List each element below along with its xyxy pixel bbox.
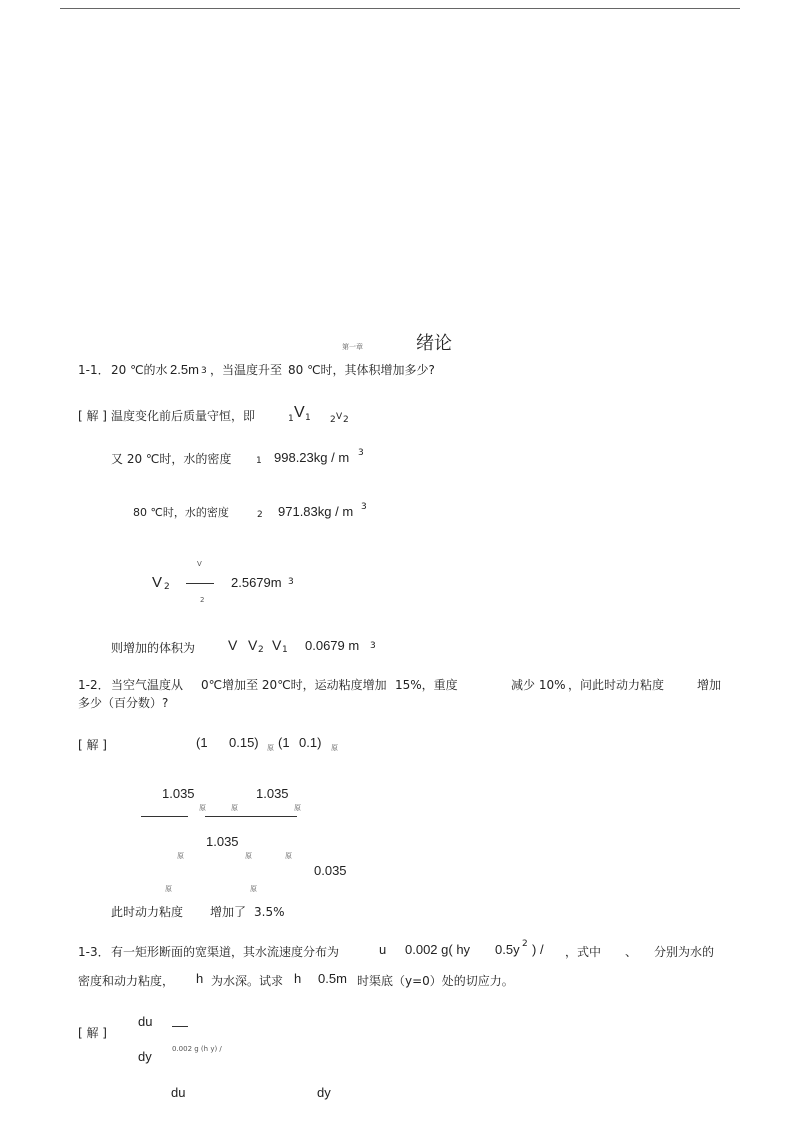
- problem-text: 为水深。试求: [211, 974, 284, 988]
- volume-exponent: 3: [201, 366, 207, 376]
- formula-sub: 原: [231, 804, 238, 812]
- problem-text: 多少（百分数）?: [78, 696, 169, 710]
- derivative-du: du: [171, 1085, 186, 1100]
- solution-label: [ 解 ]: [78, 738, 107, 752]
- solution-label: [ 解 ]: [78, 1026, 107, 1040]
- volume-result: 2.5679m: [231, 575, 282, 590]
- density-value: 971.83kg / m: [278, 504, 354, 519]
- formula-symbol: u: [379, 942, 387, 957]
- formula-sub: 2: [343, 415, 349, 425]
- volume-exponent: 3: [288, 577, 294, 587]
- formula-exponent: 2: [522, 939, 528, 949]
- problem-number: 1-3．: [78, 945, 110, 959]
- formula-term: 0.1): [299, 735, 322, 750]
- chapter-prefix: 第一章: [342, 343, 363, 351]
- viscosity-increase: 3.5%: [254, 905, 285, 919]
- problem-text: 时渠底（y=0）处的切应力。: [357, 974, 514, 988]
- solution-text: 此时动力粘度: [111, 905, 184, 919]
- formula-sub: 原: [250, 885, 257, 893]
- solution-text: 温度变化前后质量守恒，即: [111, 409, 256, 423]
- derivative-expression: 0.002 g (h y) /: [172, 1045, 222, 1053]
- problem-text: 有一矩形断面的宽渠道，其水流速度分布为: [111, 945, 340, 959]
- problem-number: 1-2．: [78, 678, 110, 692]
- volume-increase: 0.0679 m: [305, 638, 360, 653]
- derivative-numerator: du: [138, 1014, 153, 1029]
- depth-value: 0.5m: [318, 971, 347, 986]
- formula-sub: 原: [267, 744, 274, 752]
- formula-term: (1: [196, 735, 208, 750]
- solution-text: 80 ℃时，水的密度: [133, 506, 229, 519]
- top-rule: [60, 8, 740, 9]
- derivative-denominator: dy: [138, 1049, 152, 1064]
- fraction-bottom: 2: [200, 596, 205, 604]
- density-exponent: 3: [361, 502, 367, 512]
- formula-symbol: V: [152, 574, 163, 591]
- formula-symbol: V: [272, 637, 282, 653]
- formula-sub: 原: [285, 852, 292, 860]
- problem-text: ，式中: [565, 945, 602, 959]
- formula-symbol: V: [248, 637, 258, 653]
- fraction-numerator: 1.035: [256, 786, 289, 801]
- problem-text: 0℃增加至 20℃时，运动粘度增加: [201, 678, 387, 692]
- volume-exponent: 3: [370, 641, 376, 651]
- formula-symbol: h: [294, 971, 302, 986]
- formula-term: 0.002 g( hy: [405, 942, 471, 957]
- formula-sub: 原: [165, 885, 172, 893]
- fraction-top: V: [197, 560, 202, 568]
- problem-text: 密度和动力粘度，: [78, 974, 175, 988]
- fraction-bar: [141, 816, 188, 817]
- formula-term: 0.15): [229, 735, 259, 750]
- formula-sub: 原: [177, 852, 184, 860]
- problem-text: 、: [625, 945, 638, 959]
- formula-sub: 2: [330, 415, 336, 425]
- formula-symbol: V: [336, 412, 343, 422]
- formula-sub: 原: [199, 804, 206, 812]
- problem-text: ，当温度升至: [210, 363, 283, 377]
- solution-text: 则增加的体积为: [111, 641, 196, 655]
- formula-term: ) /: [532, 942, 544, 957]
- problem-text: 分别为水的: [654, 945, 715, 959]
- density-exponent: 3: [358, 448, 364, 458]
- problem-text: 15%，重度: [395, 678, 458, 692]
- formula-sub: 1: [256, 456, 262, 466]
- density-value: 998.23kg / m: [274, 450, 350, 465]
- volume-value: 2.5m: [170, 362, 199, 377]
- formula-sub: 1: [288, 414, 294, 424]
- problem-text: 当空气温度从: [111, 678, 184, 692]
- fraction-bar: [172, 1026, 188, 1027]
- formula-sub: 1: [305, 413, 311, 423]
- problem-text: 80 ℃时，其体积增加多少?: [288, 363, 435, 377]
- formula-symbol: h: [196, 971, 204, 986]
- formula-sub: 原: [294, 804, 301, 812]
- formula-symbol: V: [228, 637, 238, 653]
- formula-sub: 原: [245, 852, 252, 860]
- fraction-bar: [186, 583, 214, 584]
- formula-sub: 2: [257, 510, 263, 520]
- formula-symbol: V: [294, 404, 305, 421]
- problem-text: 20 ℃的水: [111, 363, 168, 377]
- problem-text: ，问此时动力粘度: [568, 678, 665, 692]
- formula-sub: 1: [282, 645, 288, 655]
- fraction-bar: [205, 816, 297, 817]
- fraction-numerator: 1.035: [162, 786, 195, 801]
- formula-sub: 原: [331, 744, 338, 752]
- chapter-title: 绪论: [416, 333, 452, 354]
- formula-term: (1: [278, 735, 290, 750]
- problem-text: 减少 10%: [511, 678, 566, 692]
- solution-label: [ 解 ]: [78, 409, 107, 423]
- formula-sub: 2: [164, 582, 170, 592]
- solution-text: 增加了: [210, 905, 247, 919]
- fraction-numerator: 1.035: [206, 834, 239, 849]
- formula-sub: 2: [258, 645, 264, 655]
- derivative-dy: dy: [317, 1085, 331, 1100]
- problem-number: 1-1．: [78, 363, 110, 377]
- formula-term: 0.5y: [495, 942, 520, 957]
- solution-text: 又 20 ℃时，水的密度: [111, 452, 232, 466]
- formula-result: 0.035: [314, 863, 347, 878]
- problem-text: 增加: [697, 678, 722, 692]
